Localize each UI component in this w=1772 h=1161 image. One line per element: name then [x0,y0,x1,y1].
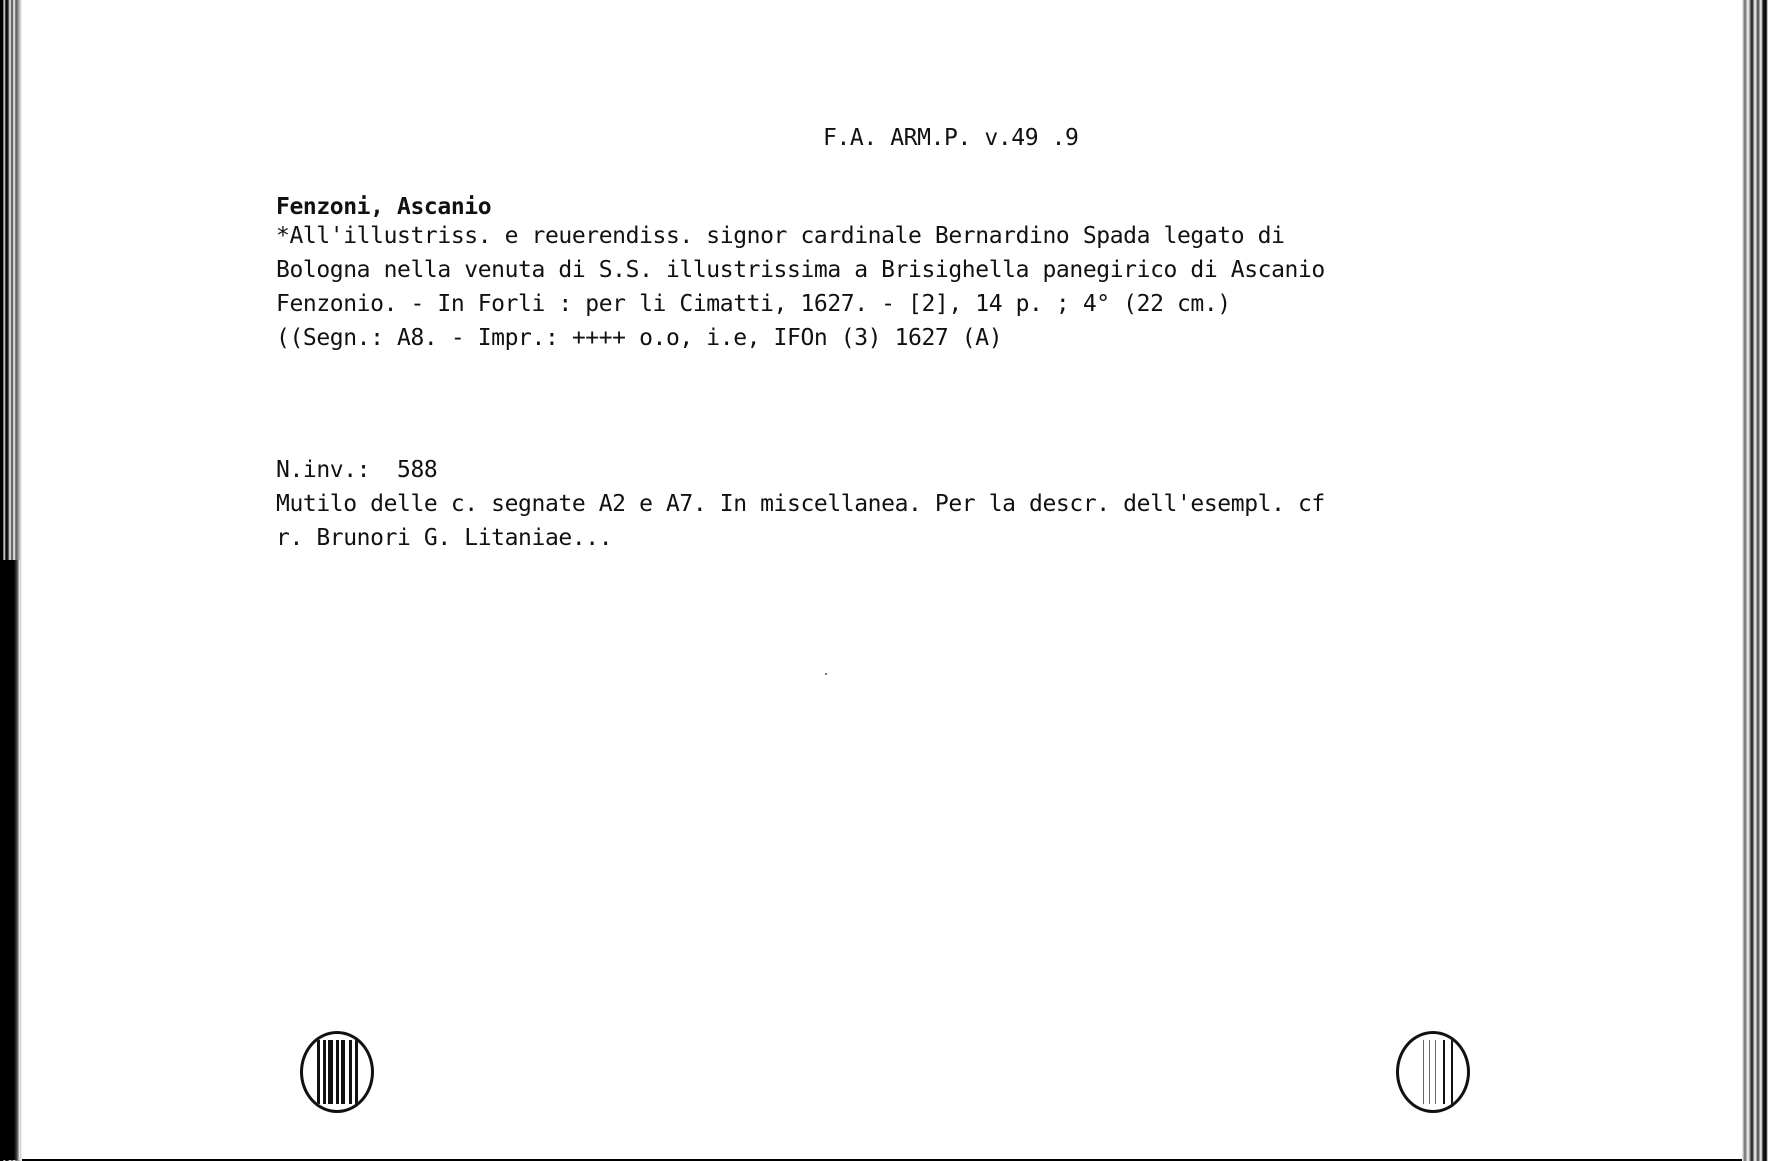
note-line: r. Brunori G. Litaniae... [276,525,613,551]
shelfmark: F.A. ARM.P. v.49 .9 [823,125,1079,151]
description-line: ((Segn.: A8. - Impr.: ++++ o.o, i.e, IFOn (3) 1627 (A) [276,325,1003,351]
note-line: Mutilo delle c. segnate A2 e A7. In miscellanea. Per la descr. dell'esempl. cf [276,491,1325,517]
punch-hole-left [300,1031,374,1113]
description-line: *All'illustriss. e reuerendiss. signor cardinale Bernardino Spada legato di [276,223,1285,249]
description-line: Bologna nella venuta di S.S. illustrissima a Brisighella panegirico di Ascanio [276,257,1325,283]
scan-border-right [1742,0,1772,1161]
punch-hole-right [1396,1031,1470,1113]
scan-speck [825,673,827,675]
scan-border-left [0,0,22,1161]
inventory-number: N.inv.: 588 [276,457,438,483]
author-heading: Fenzoni, Ascanio [276,194,492,220]
description-line: Fenzonio. - In Forli : per li Cimatti, 1627. - [2], 14 p. ; 4° (22 cm.) [276,291,1231,317]
